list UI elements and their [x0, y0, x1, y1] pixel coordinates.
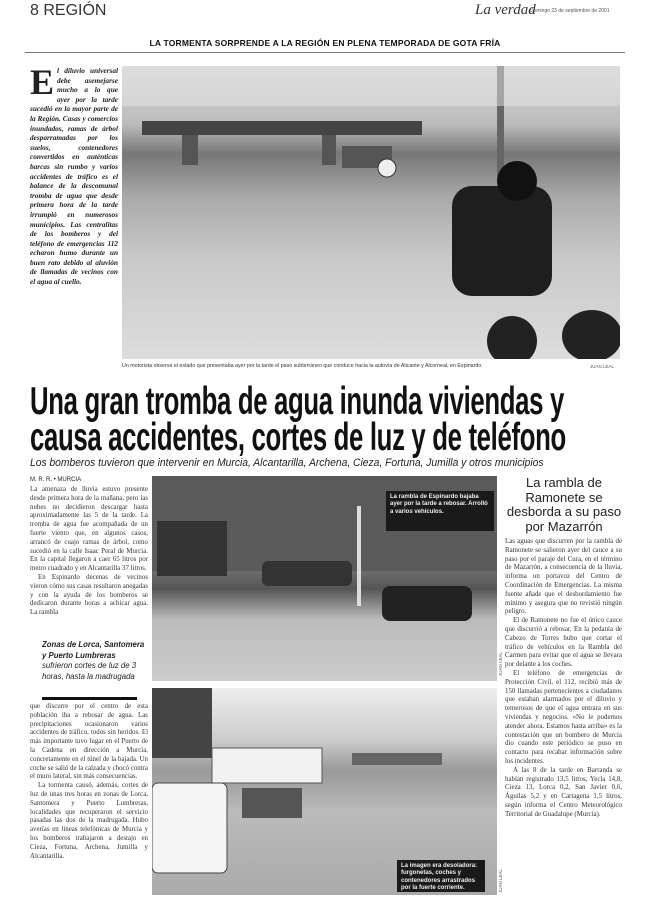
paragraph: Las aguas que discurren por la rambla de Ramonete se salieron ayer del cauce a su paso por el paraje del Cura, en el término de Mazarrón, a consecuencia de la lluvia, informa un portavoz del Centro de Coordinación de Emergencias. La misma fuente añade que el desbordamiento fue mínimo y asegura que no revistió ningún peligro. [505, 538, 622, 616]
sidebar-article [505, 538, 622, 820]
pull-quote-text: sufrieron cortes de luz de 3 horas, hasta la madrugada [42, 661, 137, 681]
issue-date: Domingo 23 de septiembre de 2001 [530, 8, 610, 14]
paragraph: La amenaza de lluvia estuvo presente desde primera hora de la mañana, pero las nubes no decidieron descargar hasta aproximadamente las 5 de la tarde. La tromba de agua fue acompañada de un fuerte viento que, en algunos casos, arrancó de cuajo ramas de árbol, como sucedió en la calle Isaac Peral de Murcia. En la capital llegaron a caer 65 litros por metro cuadrado y en Alcantarilla 37 litros. [30, 486, 148, 573]
paragraph: A las 8 de la tarde en Barranda se habían registrado 13,5 litros, Yecla 14,8, Cieza 13, Lorca 0,2, San Javier 0,6, Águilas 5,2 y en Cartagena 1,5 litros, según informa el Centro Meteorológico Territorial de Guadalupe (Murcia). [505, 766, 622, 818]
intro-paragraph [30, 62, 118, 287]
photo-credit: JUAN LEAL [590, 364, 615, 369]
paragraph: que discurre por el centro de esta población iba a rebosar de agua. Las precipitaciones ocasionaron varios accidentes de tráfico, todos sin heridos. El más importante tuvo lugar en el Puerto de la Cadena en dirección a Murcia, concretamente en el túnel de la bajada. Un coche se salió de la calzada y chocó contra el muro lateral, sin más consecuencias. [30, 703, 148, 781]
paragraph: En Espinardo decenas de vecinos vieron cómo sus casas resultaron anegadas y con la ayuda de los bomberos se dedicaron durante horas a achicar agua. La rambla [30, 573, 148, 617]
page-section-label [30, 2, 106, 20]
pull-quote-bold: Zonas de Lorca, Santomera y Puerto Lumbreras [42, 640, 145, 660]
photo-illustration [122, 66, 620, 359]
subheadline: Los bomberos tuvieron que intervenir en Murcia, Alcantarilla, Archena, Cieza, Fortuna, Jumilla y otros municipios [30, 457, 544, 469]
photo-motorcyclist-flooded-underpass [122, 66, 620, 359]
headline-line-2: causa accidentes, cortes de luz y de teléfono [30, 416, 566, 459]
divider [25, 52, 625, 53]
pull-quote [42, 640, 147, 682]
byline: M. R. R. • MURCIA [30, 477, 82, 483]
photo-caption-box: La imagen era desoladora: furgonetas, coches y contenedores arrastrados por la fuerte corriente. [397, 860, 485, 892]
section-name: REGIÓN [43, 2, 107, 19]
article-column-1-bottom [30, 703, 148, 861]
photo-caption-box: La rambla de Espinardo bajaba ayer por la tarde a rebosar. Arrolló a varios vehículos. [386, 491, 494, 531]
headline-line-1: Una gran tromba de agua inunda viviendas y [30, 380, 564, 423]
photo-caption: Un motorista observa el estado que presentaba ayer por la tarde el paso subterráneo que conduce hacia la autovía de Alicante y Alcorneal, en Espinardo. [122, 363, 483, 369]
pull-quote-rule [42, 697, 137, 700]
paragraph: El teléfono de emergencias de Protección Civil, el 112, recibió más de 150 llamadas pertenecientes a ciudadanos que estaban alarmados por el diluvio y temerosos de que el agua entrara en sus viviendas y negocios. «No le podemos atender ahora. Estamos hasta arriba» es la contestación que un bombero de Murcia dio cuando este periódico se puso en contacto para recabar información sobre los incidentes. [505, 669, 622, 765]
article-column-1-top [30, 486, 148, 618]
drop-cap: E [30, 62, 55, 102]
section-banner: LA TORMENTA SORPRENDE A LA REGIÓN EN PLENA TEMPORADA DE GOTA FRÍA [149, 38, 501, 48]
newspaper-logo: La verdad [475, 2, 536, 18]
photo-credit: JUAN LEAL [498, 651, 503, 676]
intro-text: l diluvio universal debe asemejarse mucho a lo que ayer por la tarde sucedió en la mayor parte de la Región. Casas y comercios inundados, ramas de árbol desparramadas por los suelos, contenedores convertidos en auténticas barcas sin rumbo y varios accidentes de tráfico es el balance de la descomunal tromba de agua que desde primera hora de la tarde irrumpió en numerosos municipios. Las centralitas de los bomberos y del teléfono de emergencias 112 echaron humo durante un buen rato debido al aluvión de llamadas de vecinos con el agua al cuello. [30, 66, 118, 287]
paragraph: La tormenta causó, además, cortes de luz de unas tres horas en zonas de Lorca, Santomera y Puerto Lumbreras, localidades que recuperaron el servicio pasadas las dos de la madrugada. Hubo averías en líneas telefónicas de Murcia y los bomberos trabajaron a destajo en Cieza, Fortuna, Archena, Jumilla y Alcantarilla. [30, 782, 148, 860]
page-number: 8 [30, 2, 39, 19]
paragraph: El de Ramonete no fue el único cauce que discurrió a rebosar. En la pedanía de Cabezo de Torres hubo que cortar el tráfico de vehículos en la Rambla del Carmen para evitar que el agua se llevara por delante a los coches. [505, 617, 622, 669]
photo-credit: JUAN LEAL [498, 868, 503, 893]
sidebar-headline: La rambla de Ramonete se desborda a su paso por Mazarrón [506, 475, 622, 534]
